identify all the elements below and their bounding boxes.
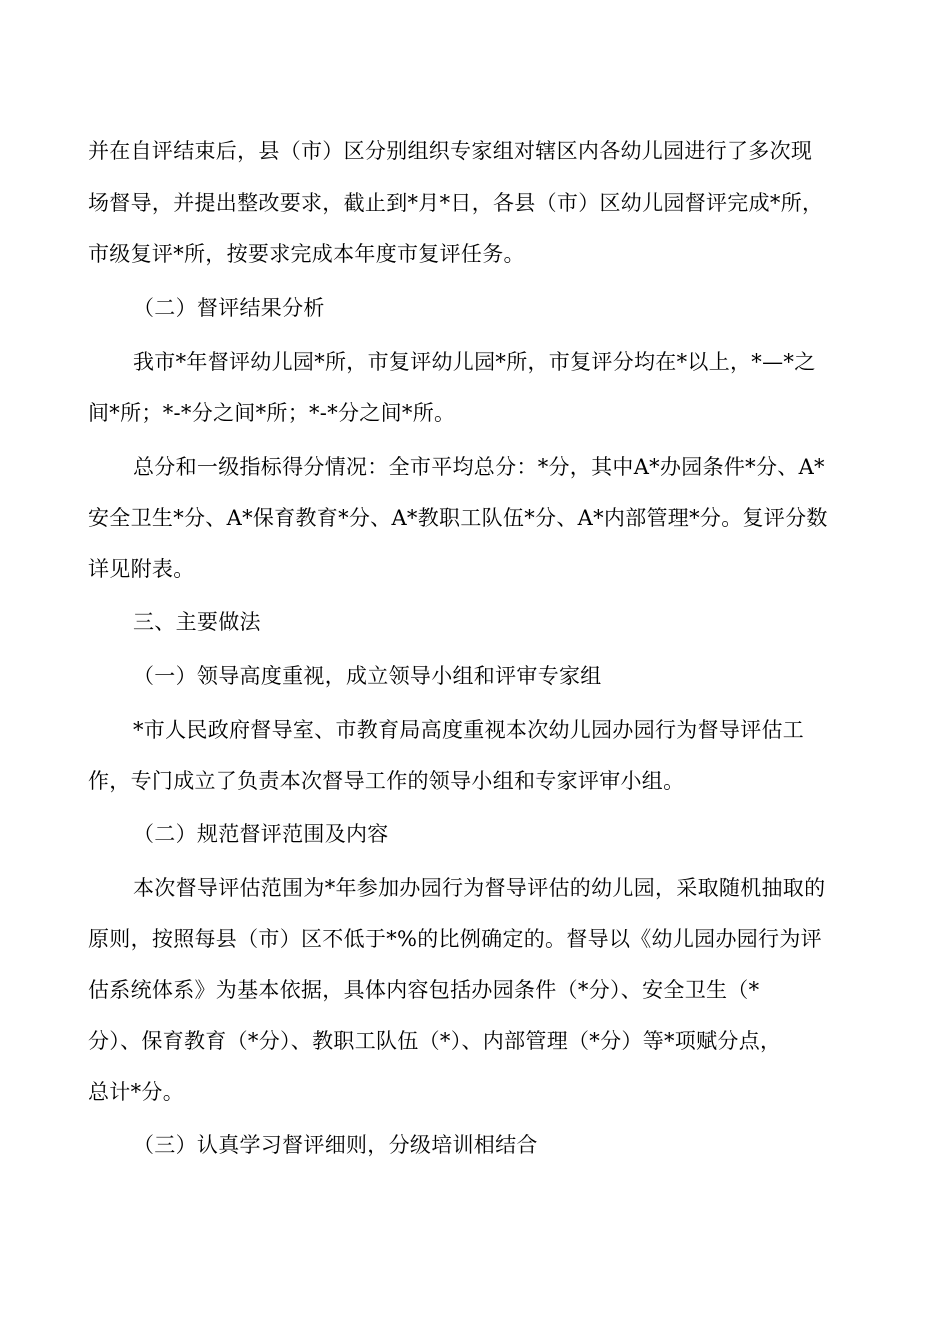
section-heading: （三）认真学习督评细则，分级培训相结合 [133, 1133, 538, 1157]
paragraph-line: 安全卫生*分、A*保育教育*分、A*教职工队伍*分、A*内部管理*分。复评分数 [88, 506, 828, 530]
section-heading: （一）领导高度重视，成立领导小组和评审专家组 [133, 664, 602, 688]
paragraph-line: 场督导，并提出整改要求，截止到*月*日，各县（市）区幼儿园督评完成*所， [88, 191, 824, 215]
paragraph-line: 作，专门成立了负责本次督导工作的领导小组和专家评审小组。 [88, 769, 685, 793]
paragraph-line: 我市*年督评幼儿园*所，市复评幼儿园*所，市复评分均在*以上，*—*之 [133, 350, 816, 374]
paragraph-line: 原则，按照每县（市）区不低于*%的比例确定的。督导以《幼儿园办园行为评 [88, 927, 822, 951]
paragraph-line: 市级复评*所，按要求完成本年度市复评任务。 [88, 242, 525, 266]
paragraph-line: 详见附表。 [88, 557, 195, 581]
section-heading: （二）督评结果分析 [133, 296, 325, 320]
paragraph-line: 分）、保育教育（*分）、教职工队伍（*）、内部管理（*分）等*项赋分点， [88, 1029, 782, 1053]
paragraph-line: 间*所；*-*分之间*所；*-*分之间*所。 [88, 401, 456, 425]
section-heading: 三、主要做法 [133, 610, 261, 634]
paragraph-line: *市人民政府督导室、市教育局高度重视本次幼儿园办园行为督导评估工 [133, 718, 805, 742]
section-heading: （二）规范督评范围及内容 [133, 822, 389, 846]
paragraph-line: 总分和一级指标得分情况：全市平均总分：*分，其中A*办园条件*分、A* [133, 455, 825, 479]
paragraph-line: 总计*分。 [88, 1080, 184, 1104]
paragraph-line: 本次督导评估范围为*年参加办园行为督导评估的幼儿园，采取随机抽取的 [133, 876, 826, 900]
paragraph-line: 并在自评结束后，县（市）区分别组织专家组对辖区内各幼儿园进行了多次现 [88, 139, 813, 163]
paragraph-line: 估系统体系》为基本依据，具体内容包括办园条件（*分）、安全卫生（* [88, 978, 760, 1002]
